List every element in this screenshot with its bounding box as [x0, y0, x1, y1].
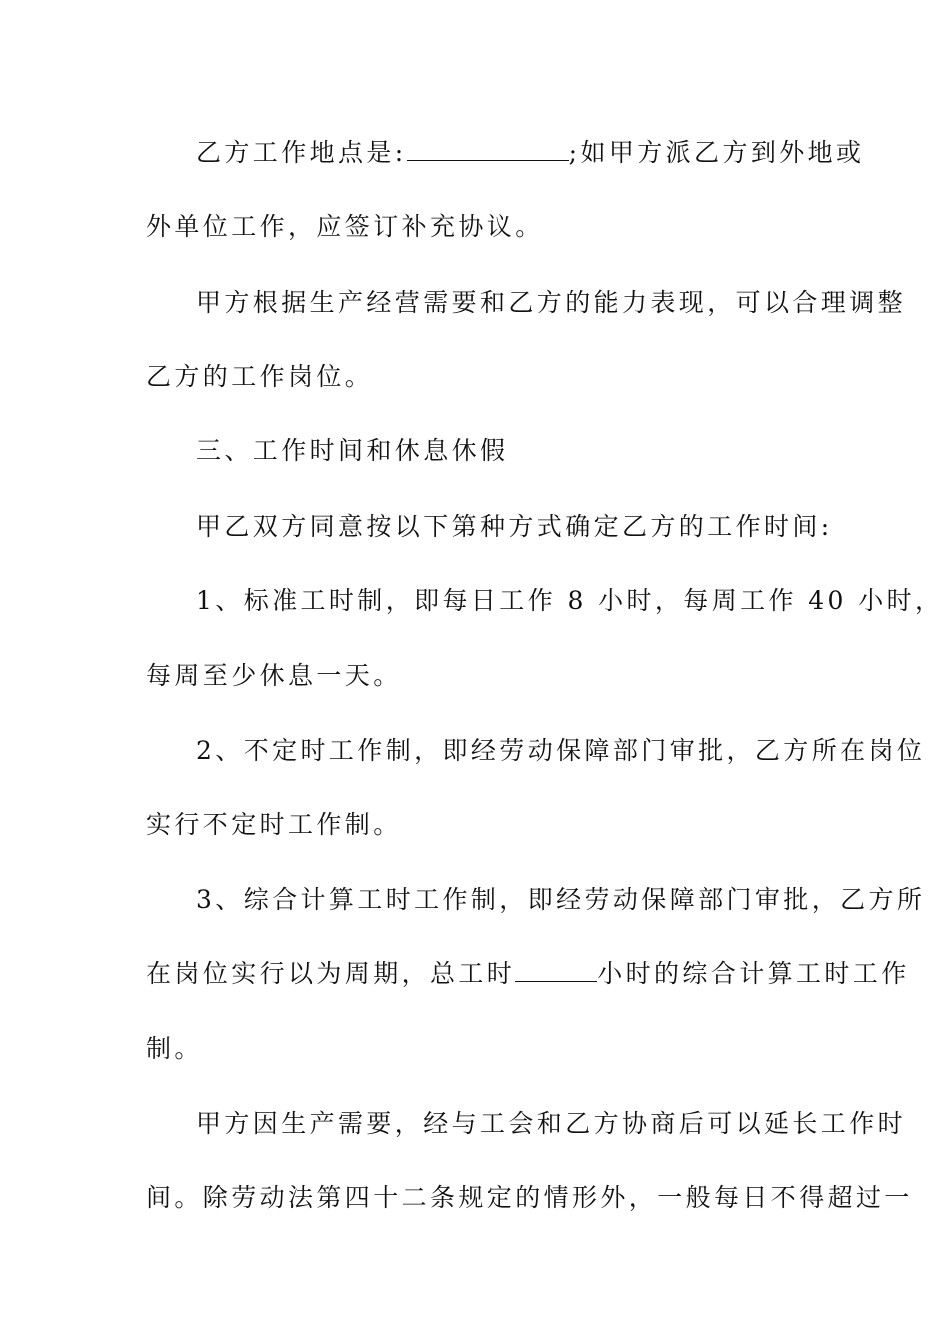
item-1-line-2: 每周至少休息一天。	[146, 661, 402, 690]
workplace-remark: ;如甲方派乙方到外地或	[568, 138, 865, 167]
item-3-line-1: 3、综合计算工时工作制，即经劳动保障部门审批，乙方所	[196, 885, 926, 914]
section-heading: 三、工作时间和休息休假	[196, 436, 509, 465]
adjust-line-2: 乙方的工作岗位。	[146, 362, 374, 391]
item-3-text-b: 小时的综合计算工时工作	[597, 959, 910, 988]
overtime-line-1: 甲方因生产需要，经与工会和乙方协商后可以延长工作时	[196, 1109, 907, 1138]
item-3-text-a: 在岗位实行以为周期，总工时	[146, 959, 516, 988]
workplace-line-1	[196, 138, 865, 168]
workplace-line-2: 外单位工作，应签订补充协议。	[146, 212, 544, 241]
workplace-label: 乙方工作地点是:	[196, 138, 407, 167]
item-3-line-3: 制。	[146, 1034, 203, 1063]
item-1-line-1: 1、标准工时制，即每日工作 8 小时，每周工作 40 小时，	[196, 586, 944, 615]
hours-intro: 甲乙双方同意按以下第种方式确定乙方的工作时间:	[196, 512, 833, 541]
hours-blank	[515, 959, 597, 982]
adjust-line-1: 甲方根据生产经营需要和乙方的能力表现，可以合理调整	[196, 288, 907, 317]
overtime-line-2: 间。除劳动法第四十二条规定的情形外，一般每日不得超过一	[146, 1183, 913, 1212]
item-2-line-2: 实行不定时工作制。	[146, 810, 402, 839]
item-3-line-2	[146, 959, 910, 989]
workplace-blank	[407, 138, 569, 161]
item-2-line-1: 2、不定时工作制，即经劳动保障部门审批，乙方所在岗位	[196, 736, 926, 765]
